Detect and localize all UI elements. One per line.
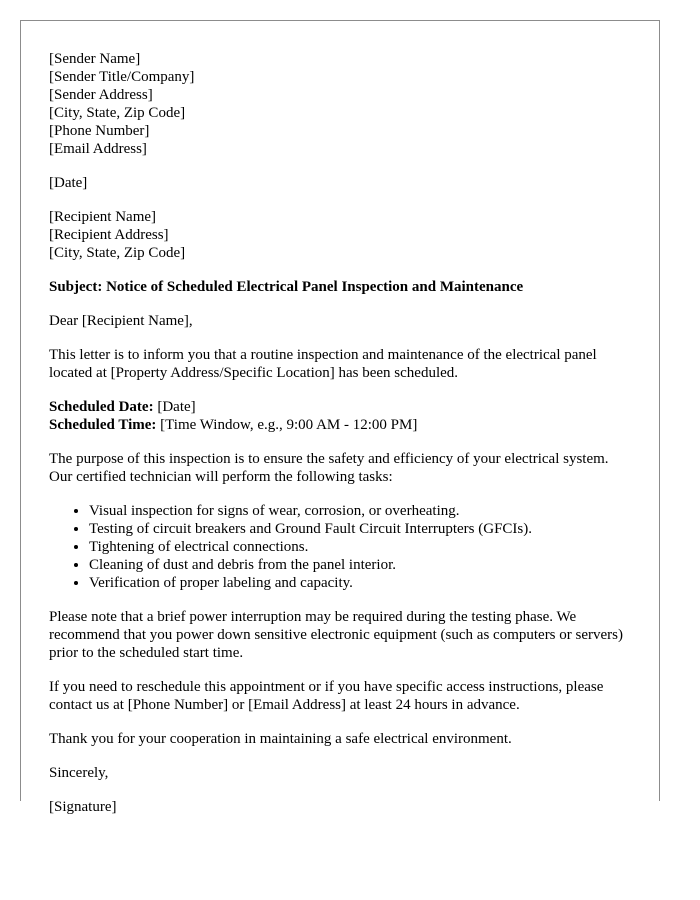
list-item: • Testing of circuit breakers and Ground Fault Circuit Interrupters (GFCIs).: [89, 520, 629, 538]
list-item: • Cleaning of dust and debris from the panel interior.: [89, 556, 629, 574]
purpose-paragraph: The purpose of this inspection is to ensure the safety and efficiency of your electrical system. Our certified technician will perform the following tasks:: [49, 451, 609, 485]
schedule-block: [49, 398, 629, 434]
signature: [Signature]: [49, 799, 117, 815]
recipient-city-state-zip: [City, State, Zip Code]: [49, 245, 186, 261]
letter-date: [Date]: [49, 175, 88, 191]
scheduled-date-line: [49, 398, 629, 416]
salutation: Dear [Recipient Name],: [49, 313, 193, 329]
scheduled-time-value: [Time Window, e.g., 9:00 AM - 12:00 PM]: [156, 417, 418, 433]
scheduled-date-value: [Date]: [153, 399, 196, 415]
sender-address: [Sender Address]: [49, 87, 153, 103]
date-block: [49, 174, 629, 192]
reschedule-paragraph: If you need to reschedule this appointment or if you have specific access instructions, please contact us at [Phone Number] or [Email Address] at least 24 hours in advance.: [49, 679, 604, 713]
closing: Sincerely,: [49, 765, 109, 781]
sender-title-company: [Sender Title/Company]: [49, 69, 195, 85]
recipient-block: [49, 208, 629, 262]
list-item: • Visual inspection for signs of wear, corrosion, or overheating.: [89, 502, 629, 520]
scheduled-date-label: Scheduled Date:: [49, 399, 154, 415]
sender-email: [Email Address]: [49, 141, 147, 157]
sender-block: [49, 50, 629, 158]
list-item: • Verification of proper labeling and capacity.: [89, 574, 629, 592]
scheduled-time-label: Scheduled Time:: [49, 417, 157, 433]
sender-city-state-zip: [City, State, Zip Code]: [49, 105, 186, 121]
subject-line: Subject: Notice of Scheduled Electrical Panel Inspection and Maintenance: [49, 279, 524, 295]
letter-page: [20, 20, 660, 815]
scheduled-time-line: [49, 416, 629, 434]
sender-name: [Sender Name]: [49, 51, 141, 67]
task-list: [49, 502, 629, 592]
sender-phone: [Phone Number]: [49, 123, 150, 139]
thanks-paragraph: Thank you for your cooperation in maintaining a safe electrical environment.: [49, 731, 512, 747]
letter-content: [49, 50, 629, 832]
intro-paragraph: This letter is to inform you that a routine inspection and maintenance of the electrical panel located at [Property Address/Specific Location] has been scheduled.: [49, 347, 597, 381]
power-note-paragraph: Please note that a brief power interruption may be required during the testing phase. We recommend that you power down sensitive electronic equipment (such as computers or servers) prior to the scheduled start time.: [49, 609, 623, 661]
recipient-name: [Recipient Name]: [49, 209, 157, 225]
list-item: • Tightening of electrical connections.: [89, 538, 629, 556]
recipient-address: [Recipient Address]: [49, 227, 169, 243]
